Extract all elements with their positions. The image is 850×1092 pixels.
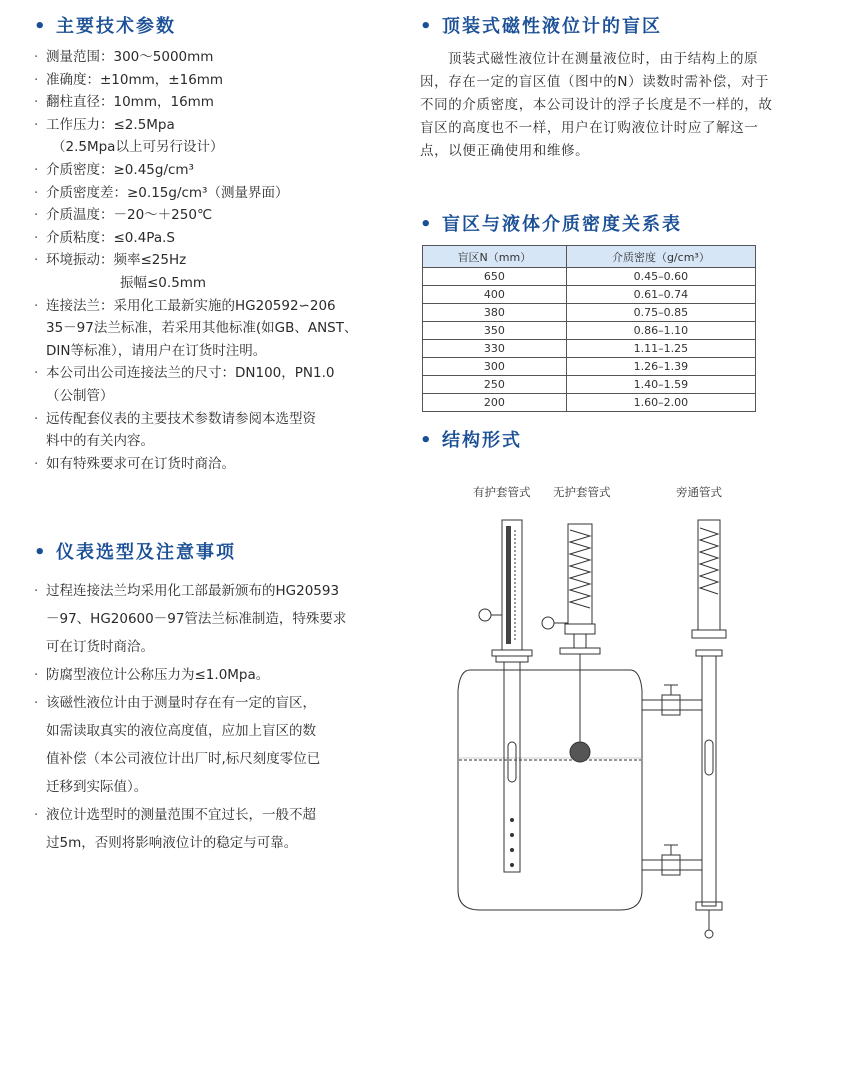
table-row <box>423 286 756 304</box>
list-item: 可在订货时商洽。 <box>46 639 154 655</box>
cell: 300 <box>423 358 567 376</box>
cell: 0.45–0.60 <box>566 268 755 286</box>
list-item: · 防腐型液位计公称压力为≤1.0Mpa。 <box>34 661 394 689</box>
cell: 250 <box>423 376 567 394</box>
list-item: · 工作压力：≤2.5Mpa <box>34 114 394 137</box>
table-row <box>423 340 756 358</box>
table-row <box>423 358 756 376</box>
list-item: · 环境振动：频率≤25Hz <box>34 249 394 272</box>
list-item: · 介质温度：－20～＋250℃ <box>34 204 394 227</box>
list-item: · 准确度：±10mm，±16mm <box>34 69 394 92</box>
list-item: 35－97法兰标准，若采用其他标准(如GB、ANST、 <box>46 320 358 337</box>
relation-heading: • 盲区与液体介质密度关系表 <box>420 214 682 235</box>
blind-zone-paragraph: 顶装式磁性液位计在测量液位时，由于结构上的原因，存在一定的盲区值（图中的N）读数时需补偿，对于不同的介质密度，本公司设计的浮子长度是不一样的，故盲区的高度也不一样，用户在订购液位计时应了解这一点，以便正确使用和维修。 <box>420 51 773 159</box>
tank-icon <box>458 670 642 910</box>
table-row <box>423 304 756 322</box>
cell: 0.75–0.85 <box>566 304 755 322</box>
cell: 350 <box>423 322 567 340</box>
list-item: · 如有特殊要求可在订货时商洽。 <box>34 453 394 476</box>
list-item: （2.5Mpa以上可另行设计） <box>52 139 224 156</box>
list-item: · 液位计选型时的测量范围不宜过长，一般不超 <box>34 801 394 829</box>
list-item: · 介质粘度：≤0.4Pa.S <box>34 227 394 250</box>
list-item: · 该磁性液位计由于测量时存在有一定的盲区， <box>34 689 394 717</box>
structure-heading: • 结构形式 <box>420 430 522 451</box>
list-item: 如需读取真实的液位高度值，应加上盲区的数 <box>46 723 316 739</box>
cell: 1.60–2.00 <box>566 394 755 412</box>
list-item: · 翻柱直径：10mm，16mm <box>34 91 394 114</box>
blind-zone-heading: • 顶装式磁性液位计的盲区 <box>420 16 662 37</box>
selection-list <box>34 577 394 857</box>
cell: 330 <box>423 340 567 358</box>
list-item: 振幅≤0.5mm <box>120 274 207 291</box>
list-item: · 本公司出公司连接法兰的尺寸：DN100，PN1.0 <box>34 362 394 385</box>
list-item: · 测量范围：300～5000mm <box>34 46 394 69</box>
cell: 0.86–1.10 <box>566 322 755 340</box>
list-item: · 远传配套仪表的主要技术参数请参阅本选型资 <box>34 408 394 431</box>
unsheathed-gauge-icon <box>542 524 600 762</box>
tech-params-list <box>34 46 394 475</box>
bypass-gauge-icon <box>642 520 726 938</box>
label-unsheathed: 无护套管式 <box>553 485 611 499</box>
label-bypass: 旁通管式 <box>676 485 722 499</box>
list-item: 过5m，否则将影响液位计的稳定与可靠。 <box>46 835 298 851</box>
list-item: · 介质密度差：≥0.15g/cm³（测量界面） <box>34 182 394 205</box>
cell: 650 <box>423 268 567 286</box>
structure-diagram <box>430 490 760 950</box>
tech-params-heading: • 主要技术参数 <box>34 16 176 37</box>
list-item: 迁移到实际值）。 <box>46 779 148 795</box>
cell: 400 <box>423 286 567 304</box>
list-item: · 过程连接法兰均采用化工部最新颁布的HG20593 <box>34 577 394 605</box>
cell: 380 <box>423 304 567 322</box>
sheathed-gauge-icon <box>479 520 532 872</box>
label-sheathed: 有护套管式 <box>473 485 531 499</box>
list-item: －97、HG20600－97管法兰标准制造，特殊要求 <box>46 611 347 627</box>
density-table <box>422 245 756 412</box>
cell: 0.61–0.74 <box>566 286 755 304</box>
list-item: · 介质密度：≥0.45g/cm³ <box>34 159 394 182</box>
cell: 1.40–1.59 <box>566 376 755 394</box>
list-item: · 连接法兰：采用化工最新实施的HG20592∽206 <box>34 295 394 318</box>
table-row <box>423 394 756 412</box>
cell: 1.26–1.39 <box>566 358 755 376</box>
table-header: 盲区N（mm） <box>423 246 567 268</box>
table-row <box>423 376 756 394</box>
list-item: （公制管） <box>46 387 114 404</box>
selection-heading: • 仪表选型及注意事项 <box>34 542 236 563</box>
list-item: 值补偿（本公司液位计出厂时,标尺刻度零位已 <box>46 751 321 767</box>
list-item: 料中的有关内容。 <box>46 433 154 450</box>
cell: 200 <box>423 394 567 412</box>
table-row <box>423 322 756 340</box>
list-item: DIN等标准），请用户在订货时注明。 <box>46 342 267 359</box>
cell: 1.11–1.25 <box>566 340 755 358</box>
table-header: 介质密度（g/cm³） <box>566 246 755 268</box>
table-row <box>423 268 756 286</box>
